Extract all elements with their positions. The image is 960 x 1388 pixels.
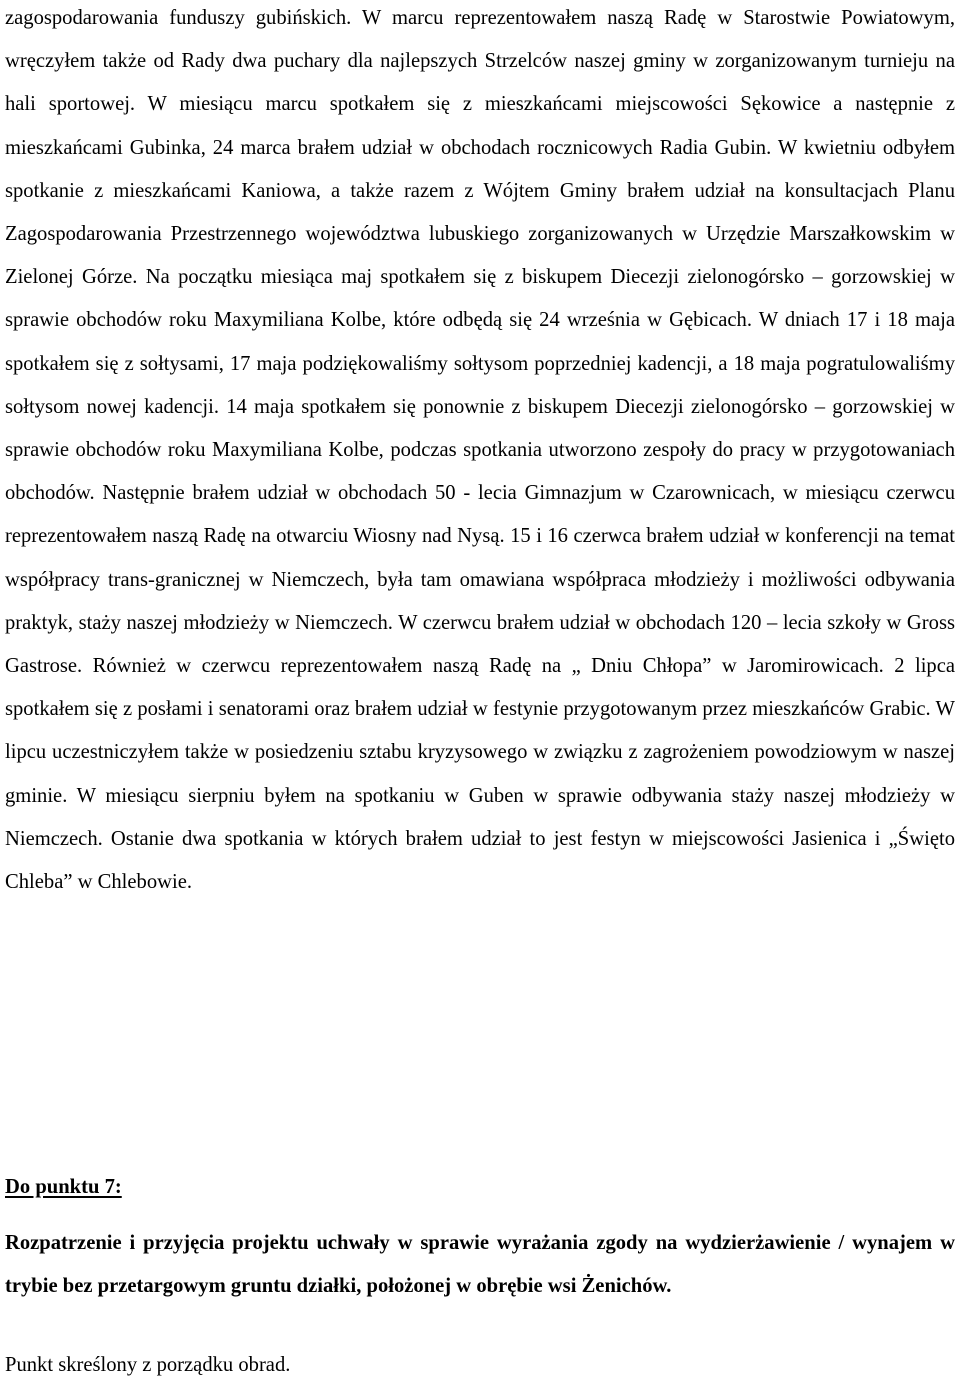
agenda-item-note: Punkt skreślony z porządku obrad. [5, 1354, 291, 1376]
document-page [5, 0, 955, 904]
report-paragraph: zagospodarowania funduszy gubińskich. W marcu reprezentowałem naszą Radę w Starostwie Powiatowym, wręczyłem także od Rady dwa puchary dla najlepszych Strzelców naszej gminy w zorganizowanym turnieju na hali sportowej. W miesiącu marcu spotkałem się z mieszkańcami miejscowości Sękowice a następnie z mieszkańcami Gubinka, 24 marca brałem udział w obchodach rocznicowych Radia Gubin. W kwietniu odbyłem spotkanie z mieszkańcami Kaniowa, a także razem z Wójtem Gminy brałem udział na konsultacjach Planu Zagospodarowania Przestrzennego województwa lubuskiego zorganizowanych w Urzędzie Marszałkowskim w Zielonej Górze. Na początku miesiąca maj spotkałem się z biskupem Diecezji zielonogórsko – gorzowskiej w sprawie obchodów roku Maxymiliana Kolbe, które odbędą się 24 września w Gębicach. W dniach 17 i 18 maja spotkałem się z sołtysami, 17 maja podziękowaliśmy sołtysom poprzedniej kadencji, a 18 maja pogratulowaliśmy sołtysom nowej kadencji. 14 maja spotkałem się ponownie z biskupem Diecezji zielonogórsko – gorzowskiej w sprawie obchodów roku Maxymiliana Kolbe, podczas spotkania utworzono zespoły do pracy w przygotowaniach obchodów. Następnie brałem udział w obchodach 50 - lecia Gimnazjum w Czarownicach, w miesiącu czerwcu reprezentowałem naszą Radę na otwarciu Wiosny nad Nysą. 15 i 16 czerwca brałem udział w konferencji na temat współpracy trans-granicznej w Niemczech, była tam omawiana współpraca młodzieży i możliwości odbywania praktyk, staży naszej młodzieży w Niemczech. W czerwcu brałem udział w obchodach 120 – lecia szkoły w Gross Gastrose. Również w czerwcu reprezentowałem naszą Radę na „ Dniu Chłopa” w Jaromirowicach. 2 lipca spotkałem się z posłami i senatorami oraz brałem udział w festynie przygotowanym przez mieszkańców Grabic. W lipcu uczestniczyłem także w posiedzeniu sztabu kryzysowego w związku z zagrożeniem powodziowym w naszej gminie. W miesiącu sierpniu byłem na spotkaniu w Guben w sprawie odbywania staży naszej młodzieży w Niemczech. Ostanie dwa spotkania w których brałem udział to jest festyn w miejscowości Jasienica i „Święto Chleba” w Chlebowie. [5, 7, 955, 894]
section-heading: Do punktu 7: [5, 1176, 122, 1198]
agenda-item-title: Rozpatrzenie i przyjęcia projektu uchwały w sprawie wyrażania zgody na wydzierżawienie / wynajem w trybie bez przetargowym gruntu działki, położonej w obrębie wsi Żenichów. [5, 1232, 955, 1298]
